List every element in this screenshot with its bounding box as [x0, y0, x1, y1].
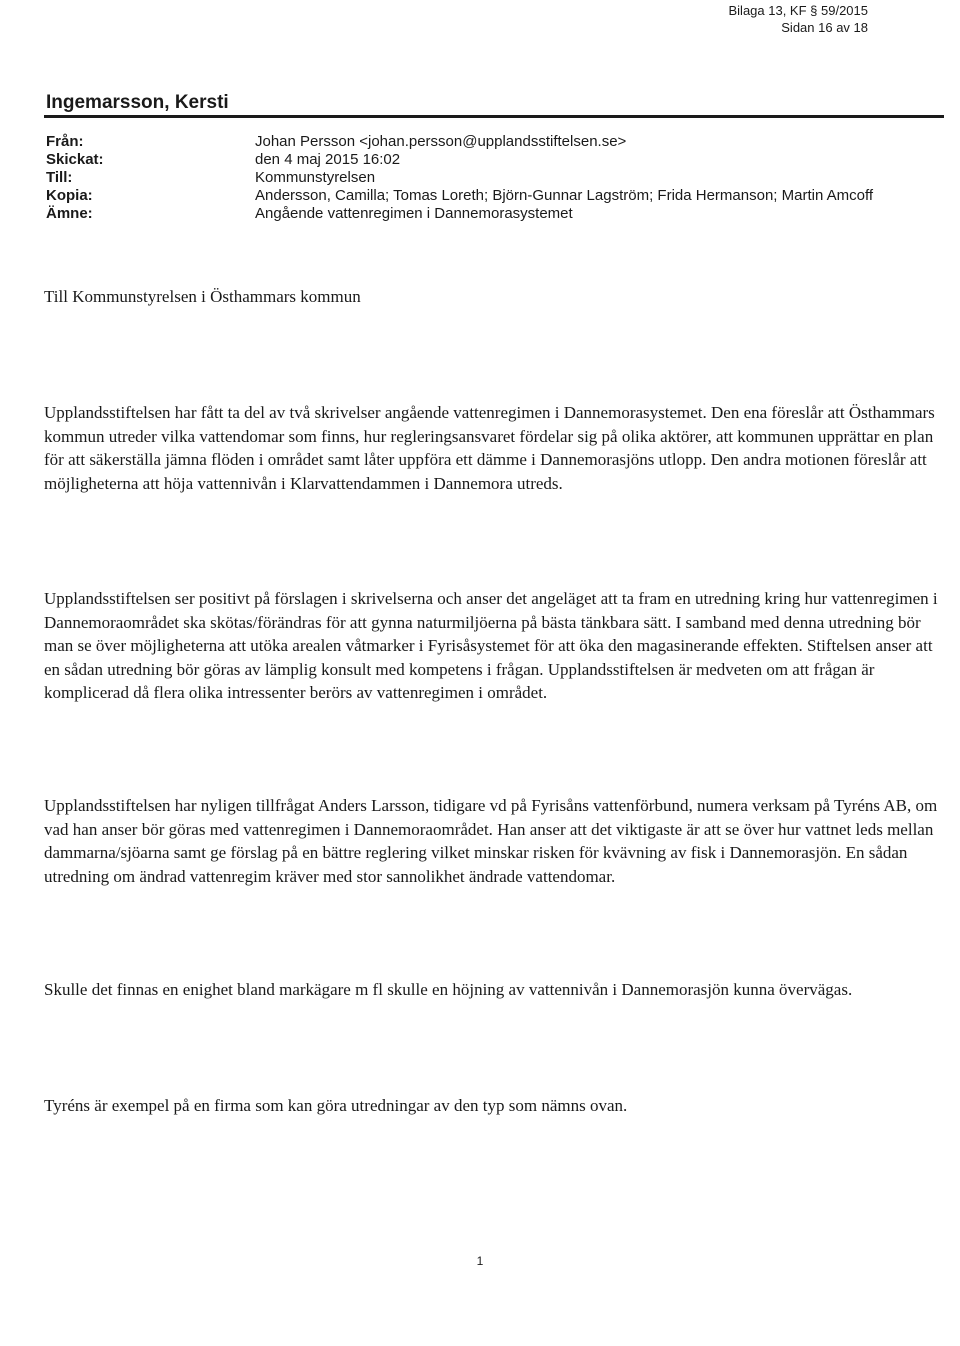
greeting: Till Kommunstyrelsen i Östhammars kommun: [44, 287, 361, 306]
from-row: [46, 133, 916, 151]
paragraph-2: Upplandsstiftelsen ser positivt på förslagen i skrivelserna och anser det angeläget att ta fram en utredning kring hur vattenregimen i Dannemoraområdet ska skötas/förändras för att gynna naturmiljöerna på bästa tänkbara sätt. I samband med denna utredning bör man se över möjligheterna att utöka arealen våtmarker i Fyrisåsystemet för att öka den magasinerande effekten. Stiftelsen anser att en sådan utredning bör göras av lämplig konsult med kompetens i frågan. Upplandsstiftelsen är medveten om att frågan är komplicerad då flera olika intressenter berörs av vattenregimen i området.: [44, 589, 938, 702]
sent-value: den 4 maj 2015 16:02: [255, 151, 401, 168]
sent-label: Skickat:: [46, 151, 104, 168]
paragraph-4: Skulle det finnas en enighet bland markägare m fl skulle en höjning av vattennivån i Dannemorasjön kunna övervägas.: [44, 980, 853, 999]
attachment-label: Bilaga 13, KF § 59/2015: [728, 3, 868, 18]
paragraph-3: Upplandsstiftelsen har nyligen tillfrågat Anders Larsson, tidigare vd på Fyrisåns vattenförbund, numera verksam på Tyréns AB, om vad han anser bör göras med vattenregimen i Dannemoraområdet. Han anser att det viktigaste är att se över hur vattnet leds mellan dammarna/sjöarna samt ge förslag på en bättre reglering vilket minskar risken för kvävning av fisk i Dannemorasjön. En sådan utredning om ändrad vattenregim kräver med stor sannolikhet ändrade vattendomar.: [44, 796, 938, 886]
subject-row: [46, 205, 916, 223]
to-row: [46, 169, 916, 187]
page-of-total: Sidan 16 av 18: [781, 20, 868, 35]
email-header: [46, 133, 916, 223]
from-value: Johan Persson <johan.persson@upplandsstiftelsen.se>: [255, 133, 627, 150]
paragraph-5: Tyréns är exempel på en firma som kan göra utredningar av den typ som nämns ovan.: [44, 1096, 628, 1115]
mailbox-owner-name: Ingemarsson, Kersti: [46, 92, 229, 113]
cc-label: Kopia:: [46, 187, 93, 204]
paragraph-1: Upplandsstiftelsen har fått ta del av två skrivelser angående vattenregimen i Dannemorasystemet. Den ena föreslår att Östhammars kommun utreder vilka vattendomar som finns, hur regleringsansvaret fördelar sig på olika aktörer, att kommunen upprättar en plan för att säkerställa jämna flöden i området samt låter uppföra ett dämme i Dannemorasjöns utlopp. Den andra motionen föreslår att möjligheterna att höja vattennivån i Klarvattendammen i Dannemora utreds.: [44, 403, 935, 493]
to-label: Till:: [46, 169, 73, 186]
page-number: 1: [476, 1254, 484, 1268]
cc-value: Andersson, Camilla; Tomas Loreth; Björn-Gunnar Lagström; Frida Hermanson; Martin Amcoff: [255, 187, 874, 204]
from-label: Från:: [46, 133, 84, 150]
subject-label: Ämne:: [46, 205, 93, 222]
cc-row: [46, 187, 916, 205]
subject-value: Angående vattenregimen i Dannemorasystemet: [255, 205, 573, 222]
attachment-reference: [729, 2, 869, 36]
header-divider: [44, 115, 944, 118]
sent-row: [46, 151, 916, 169]
to-value: Kommunstyrelsen: [255, 169, 376, 186]
